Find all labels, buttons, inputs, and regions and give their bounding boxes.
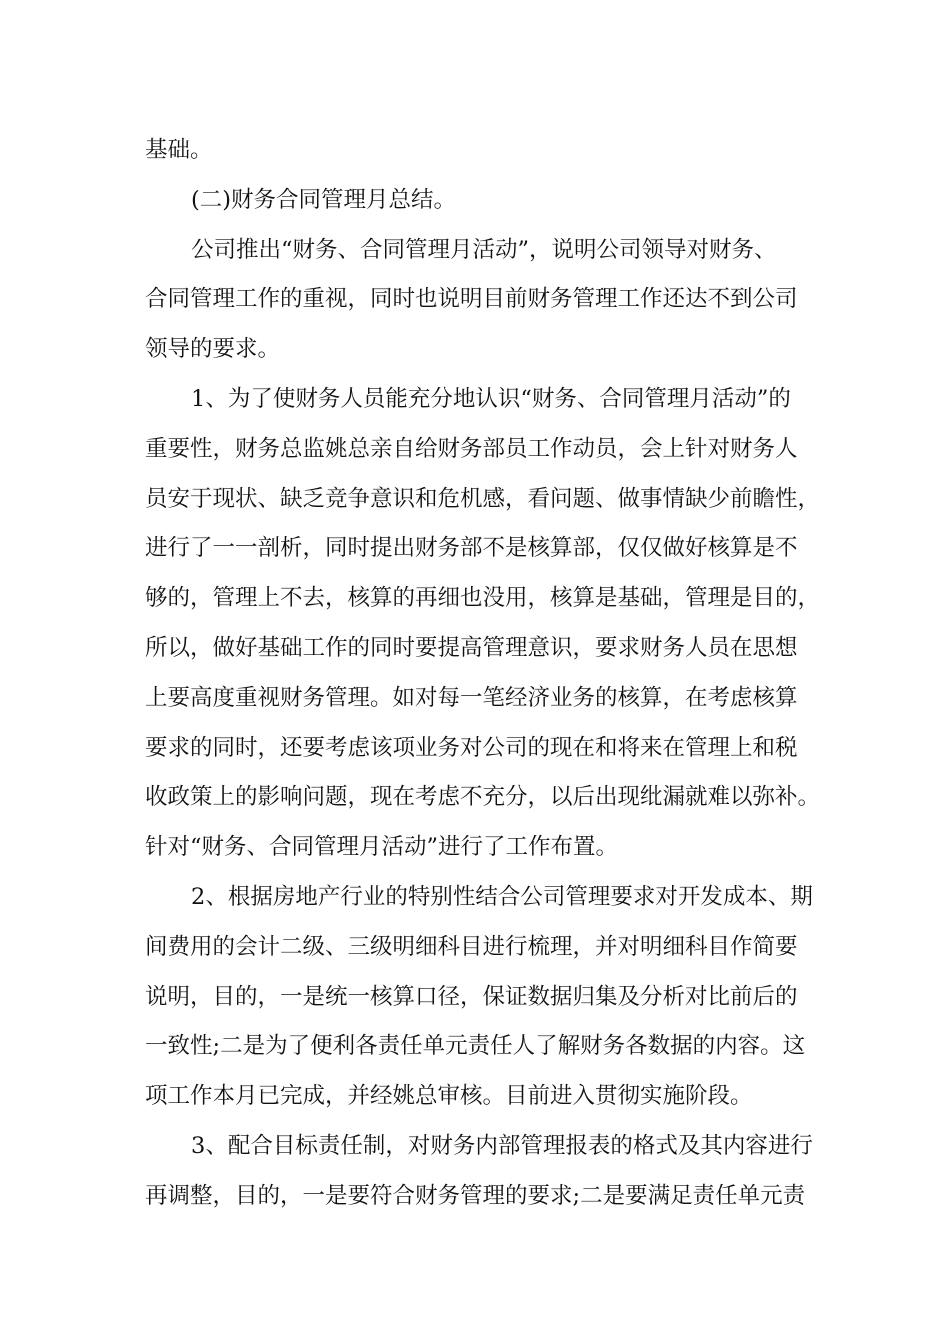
text-line: 要求的同时，还要考虑该项业务对公司的现在和将来在管理上和税 [145, 734, 798, 761]
text-line: 员安于现状、缺乏竞争意识和危机感，看问题、做事情缺少前瞻性， [145, 485, 821, 512]
text-line: 2、根据房地产行业的特别性结合公司管理要求对开发成本、期 [191, 883, 813, 910]
text-line: 所以，做好基础工作的同时要提高管理意识，要求财务人员在思想 [145, 634, 798, 661]
text-line: 说明，目的，一是统一核算口径，保证数据归集及分析对比前后的 [145, 983, 798, 1010]
text-line: 合同管理工作的重视，同时也说明目前财务管理工作还达不到公司 [145, 286, 798, 313]
text-line: 领导的要求。 [145, 336, 281, 363]
text-line: 1、为了使财务人员能充分地认识“财务、合同管理月活动”的 [191, 385, 791, 412]
text-line: 够的，管理上不去，核算的再细也没用，核算是基础，管理是目的， [145, 585, 821, 612]
text-line: 再调整，目的，一是要符合财务管理的要求;二是要满足责任单元责 [145, 1182, 806, 1209]
text-line: 上要高度重视财务管理。如对每一笔经济业务的核算，在考虑核算 [145, 684, 798, 711]
text-line: 重要性，财务总监姚总亲自给财务部员工作动员，会上针对财务人 [145, 435, 798, 462]
document-body [145, 126, 825, 1222]
text-line: 间费用的会计二级、三级明细科目进行梳理，并对明细科目作简要 [145, 933, 798, 960]
text-line: 项工作本月已完成，并经姚总审核。目前进入贯彻实施阶段。 [145, 1083, 753, 1110]
text-line: 3、配合目标责任制，对财务内部管理报表的格式及其内容进行 [191, 1132, 813, 1159]
text-line: 收政策上的影响问题，现在考虑不充分，以后出现纰漏就难以弥补。 [145, 784, 821, 811]
text-line: 基础。 [145, 137, 213, 163]
text-line: 一致性;二是为了便利各责任单元责任人了解财务各数据的内容。这 [145, 1033, 806, 1060]
text-line: 针对“财务、合同管理月活动”进行了工作布置。 [145, 834, 619, 861]
text-line: 进行了一一剖析，同时提出财务部不是核算部，仅仅做好核算是不 [145, 535, 798, 562]
text-line: 公司推出“财务、合同管理月活动”，说明公司领导对财务、 [191, 236, 777, 263]
section-heading: (二)财务合同管理月总结。 [191, 186, 457, 213]
